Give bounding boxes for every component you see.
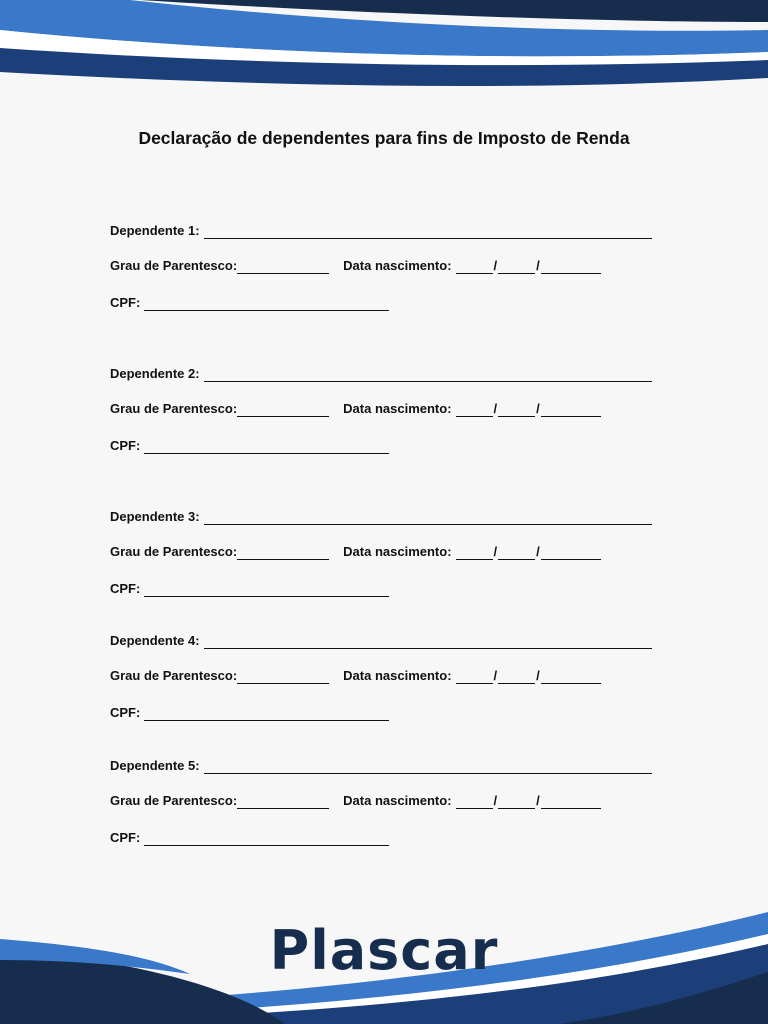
dependent-name-field[interactable] [204, 635, 652, 649]
cpf-field[interactable] [144, 583, 389, 597]
birth-year-field[interactable] [541, 670, 601, 684]
date-separator: / [536, 258, 540, 273]
relationship-label: Grau de Parentesco: [110, 793, 238, 808]
dependent-name-row [110, 633, 652, 649]
date-separator: / [493, 258, 498, 273]
cpf-row [110, 295, 389, 311]
birth-month-field[interactable] [498, 670, 535, 684]
relationship-birth-row [110, 793, 601, 809]
birth-year-field[interactable] [541, 260, 601, 274]
relationship-field[interactable] [237, 260, 329, 274]
cpf-field[interactable] [144, 440, 389, 454]
dependent-name-field[interactable] [204, 225, 652, 239]
birth-day-field[interactable] [456, 670, 493, 684]
cpf-field[interactable] [144, 832, 389, 846]
birth-date-label: Data nascimento: [343, 258, 452, 273]
date-separator: / [493, 401, 498, 416]
birth-day-field[interactable] [456, 795, 493, 809]
relationship-birth-row [110, 668, 601, 684]
cpf-row [110, 705, 389, 721]
dependent-label: Dependente 4: [110, 633, 200, 648]
relationship-field[interactable] [237, 546, 329, 560]
dependent-label: Dependente 3: [110, 509, 200, 524]
cpf-label: CPF: [110, 830, 141, 845]
dependent-label: Dependente 2: [110, 366, 200, 381]
birth-day-field[interactable] [456, 403, 493, 417]
birth-date-label: Data nascimento: [343, 401, 452, 416]
cpf-label: CPF: [110, 581, 141, 596]
birth-day-field[interactable] [456, 546, 493, 560]
birth-date-label: Data nascimento: [343, 544, 452, 559]
birth-day-field[interactable] [456, 260, 493, 274]
top-wave-decoration [0, 0, 768, 100]
dependent-name-row [110, 758, 652, 774]
birth-month-field[interactable] [498, 260, 535, 274]
cpf-label: CPF: [110, 438, 141, 453]
relationship-birth-row [110, 401, 601, 417]
date-separator: / [536, 793, 540, 808]
plascar-logo: Plascar [269, 919, 499, 982]
birth-date-label: Data nascimento: [343, 793, 452, 808]
relationship-field[interactable] [237, 670, 329, 684]
cpf-row [110, 581, 389, 597]
relationship-birth-row [110, 258, 601, 274]
birth-month-field[interactable] [498, 546, 535, 560]
dependent-label: Dependente 5: [110, 758, 200, 773]
dependent-name-field[interactable] [204, 760, 652, 774]
relationship-label: Grau de Parentesco: [110, 258, 238, 273]
dependent-name-row [110, 509, 652, 525]
birth-date-label: Data nascimento: [343, 668, 452, 683]
relationship-field[interactable] [237, 795, 329, 809]
relationship-label: Grau de Parentesco: [110, 544, 238, 559]
date-separator: / [493, 793, 498, 808]
birth-year-field[interactable] [541, 795, 601, 809]
cpf-row [110, 830, 389, 846]
birth-year-field[interactable] [541, 546, 601, 560]
dependent-name-field[interactable] [204, 368, 652, 382]
document-title: Declaração de dependentes para fins de Imposto de Renda [138, 128, 630, 148]
dependent-name-row [110, 366, 652, 382]
birth-year-field[interactable] [541, 403, 601, 417]
relationship-label: Grau de Parentesco: [110, 668, 238, 683]
cpf-field[interactable] [144, 297, 389, 311]
relationship-birth-row [110, 544, 601, 560]
dependent-label: Dependente 1: [110, 223, 200, 238]
cpf-label: CPF: [110, 705, 141, 720]
birth-month-field[interactable] [498, 795, 535, 809]
dependent-name-field[interactable] [204, 511, 652, 525]
dependent-name-row [110, 223, 652, 239]
cpf-label: CPF: [110, 295, 141, 310]
cpf-field[interactable] [144, 707, 389, 721]
date-separator: / [536, 544, 540, 559]
relationship-label: Grau de Parentesco: [110, 401, 238, 416]
cpf-row [110, 438, 389, 454]
date-separator: / [493, 668, 498, 683]
date-separator: / [536, 401, 540, 416]
date-separator: / [493, 544, 498, 559]
birth-month-field[interactable] [498, 403, 535, 417]
relationship-field[interactable] [237, 403, 329, 417]
date-separator: / [536, 668, 540, 683]
